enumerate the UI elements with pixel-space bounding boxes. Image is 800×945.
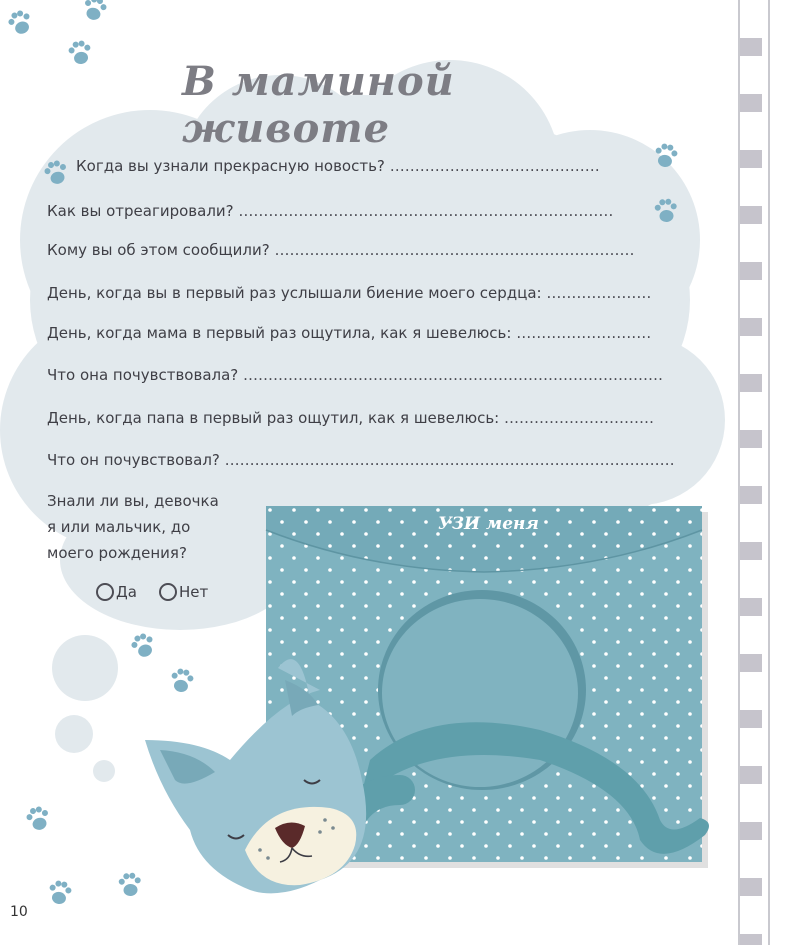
answer-dots: …………………: [546, 284, 652, 302]
gender-question-line: моего рождения?: [47, 544, 187, 562]
paw-icon: [25, 805, 52, 833]
paw-icon: [169, 667, 195, 693]
page-number: 10: [10, 904, 28, 920]
answer-dots: …………………………………………………………………: [238, 202, 614, 220]
paw-icon: [81, 0, 108, 22]
radio-circle-icon[interactable]: [159, 583, 177, 601]
question-line[interactable]: [47, 284, 682, 302]
gender-question-line: Знали ли вы, девочка: [47, 492, 219, 510]
question-text: День, когда мама в первый раз ощутила, как я шевелюсь:: [47, 324, 512, 342]
answer-dots: ………………………………………………………………: [274, 241, 635, 259]
gender-question-line: я или мальчик, до: [47, 518, 191, 536]
question-line[interactable]: [47, 451, 702, 469]
paw-icon: [6, 8, 35, 37]
option-yes-label: Да: [116, 583, 137, 601]
option-no-label: Нет: [179, 583, 209, 601]
paw-icon: [129, 631, 158, 660]
question-line[interactable]: [47, 366, 697, 384]
binding-ticks: [740, 0, 762, 945]
question-text: Кому вы об этом сообщили?: [47, 241, 270, 259]
paw-icon: [43, 159, 70, 187]
question-text: Как вы отреагировали?: [47, 202, 234, 220]
answer-dots: …………………………: [504, 409, 654, 427]
option-yes[interactable]: [96, 583, 137, 601]
paw-icon: [654, 198, 678, 223]
paw-icon: [47, 879, 73, 905]
question-line[interactable]: [47, 409, 702, 427]
question-line[interactable]: [76, 157, 636, 175]
option-no[interactable]: [159, 583, 208, 601]
paw-icon: [653, 142, 679, 168]
question-line[interactable]: [47, 202, 647, 220]
gender-question: [47, 488, 219, 566]
question-text: Что он почувствовал?: [47, 451, 220, 469]
question-line[interactable]: [47, 324, 687, 342]
question-text: День, когда папа в первый раз ощутил, как я шевелюсь:: [47, 409, 500, 427]
answer-dots: ………………………………………………………………………………: [224, 451, 675, 469]
envelope-label: УЗИ меня: [438, 514, 539, 534]
question-line[interactable]: [47, 241, 672, 259]
answer-dots: …………………………………………………………………………: [243, 366, 664, 384]
question-text: День, когда вы в первый раз услышали биение моего сердца:: [47, 284, 542, 302]
answer-dots: ………………………: [516, 324, 652, 342]
question-text: Когда вы узнали прекрасную новость?: [76, 157, 385, 175]
radio-circle-icon[interactable]: [96, 583, 114, 601]
answer-dots: ……………………………………: [389, 157, 600, 175]
question-text: Что она почувствовала?: [47, 366, 239, 384]
paw-icon: [67, 39, 93, 65]
page-title: В маминой животе: [182, 58, 455, 152]
paw-icon: [118, 872, 142, 897]
